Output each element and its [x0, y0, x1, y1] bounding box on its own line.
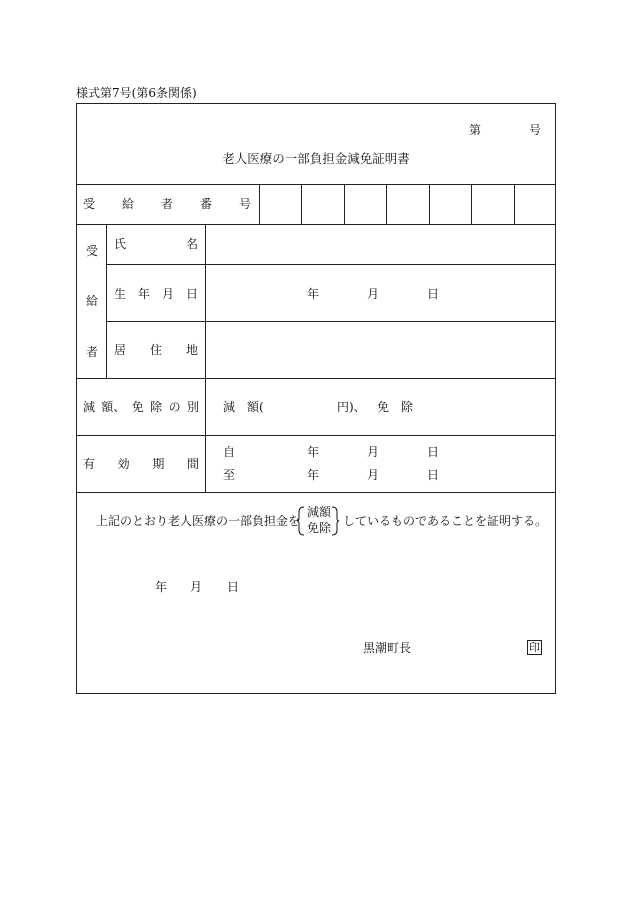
row-divider — [77, 435, 555, 436]
number-digit-cell[interactable] — [430, 185, 471, 224]
birth-month-label: 月 — [367, 287, 380, 301]
period-to-label: 至 — [223, 468, 236, 482]
period-to-day: 日 — [427, 468, 440, 482]
period-to-month: 月 — [367, 468, 380, 482]
period-from-month: 月 — [367, 445, 380, 459]
issue-year-label: 年 — [155, 580, 168, 594]
period-from-day: 日 — [427, 445, 440, 459]
yen-label: 円)、 — [337, 400, 366, 414]
number-digit-cell[interactable] — [472, 185, 514, 224]
birth-date-label: 生 年 月 日 — [114, 287, 198, 301]
issuer-name: 黒潮町長 — [363, 641, 412, 655]
form-number-label: 様式第7号(第6条関係) — [76, 86, 197, 100]
number-digit-cell[interactable] — [387, 185, 429, 224]
row-divider — [77, 378, 555, 379]
reduction-type-label: 減 額、 免 除 の 別 — [83, 400, 199, 414]
birth-day-label: 日 — [427, 287, 440, 301]
number-digit-cell[interactable] — [515, 185, 556, 224]
left-bracket — [297, 506, 305, 536]
row-divider — [77, 492, 555, 493]
option-reduction: 減額 — [307, 505, 332, 519]
issue-month-label: 月 — [190, 580, 203, 594]
period-from-label: 自 — [223, 445, 236, 459]
name-field[interactable] — [206, 225, 556, 264]
recipient-number-label: 受 給 者 番 号 — [83, 197, 251, 211]
period-to-year: 年 — [307, 468, 320, 482]
certificate-form — [76, 103, 556, 694]
validity-period-label: 有 効 期 間 — [83, 457, 199, 471]
row-divider — [106, 264, 555, 265]
number-prefix: 第 — [469, 123, 482, 137]
recipient-side-label: 者 — [86, 345, 99, 359]
certification-text-tail: しているものであることを証明する。 — [343, 514, 548, 528]
seal-mark: 印 — [529, 641, 540, 654]
certification-text-lead: 上記のとおり老人医療の一部負担金を — [96, 514, 301, 528]
number-digit-cell[interactable] — [302, 185, 344, 224]
document-title: 老人医療の一部負担金減免証明書 — [222, 151, 410, 166]
column-divider — [106, 224, 107, 378]
period-from-year: 年 — [307, 445, 320, 459]
address-label: 居 住 地 — [114, 343, 198, 357]
name-label: 氏 名 — [114, 237, 198, 251]
issue-day-label: 日 — [227, 580, 240, 594]
birth-year-label: 年 — [307, 287, 320, 301]
number-suffix: 号 — [529, 123, 542, 137]
number-digit-cell[interactable] — [260, 185, 301, 224]
number-digit-cell[interactable] — [345, 185, 386, 224]
exemption-label: 免 除 — [377, 400, 414, 414]
recipient-side-label: 受 — [86, 244, 99, 258]
address-field[interactable] — [206, 322, 556, 378]
right-bracket — [331, 506, 339, 536]
reduction-amount-label: 減 額( — [223, 400, 264, 414]
option-exemption: 免除 — [307, 521, 332, 535]
recipient-side-label: 給 — [86, 294, 99, 308]
